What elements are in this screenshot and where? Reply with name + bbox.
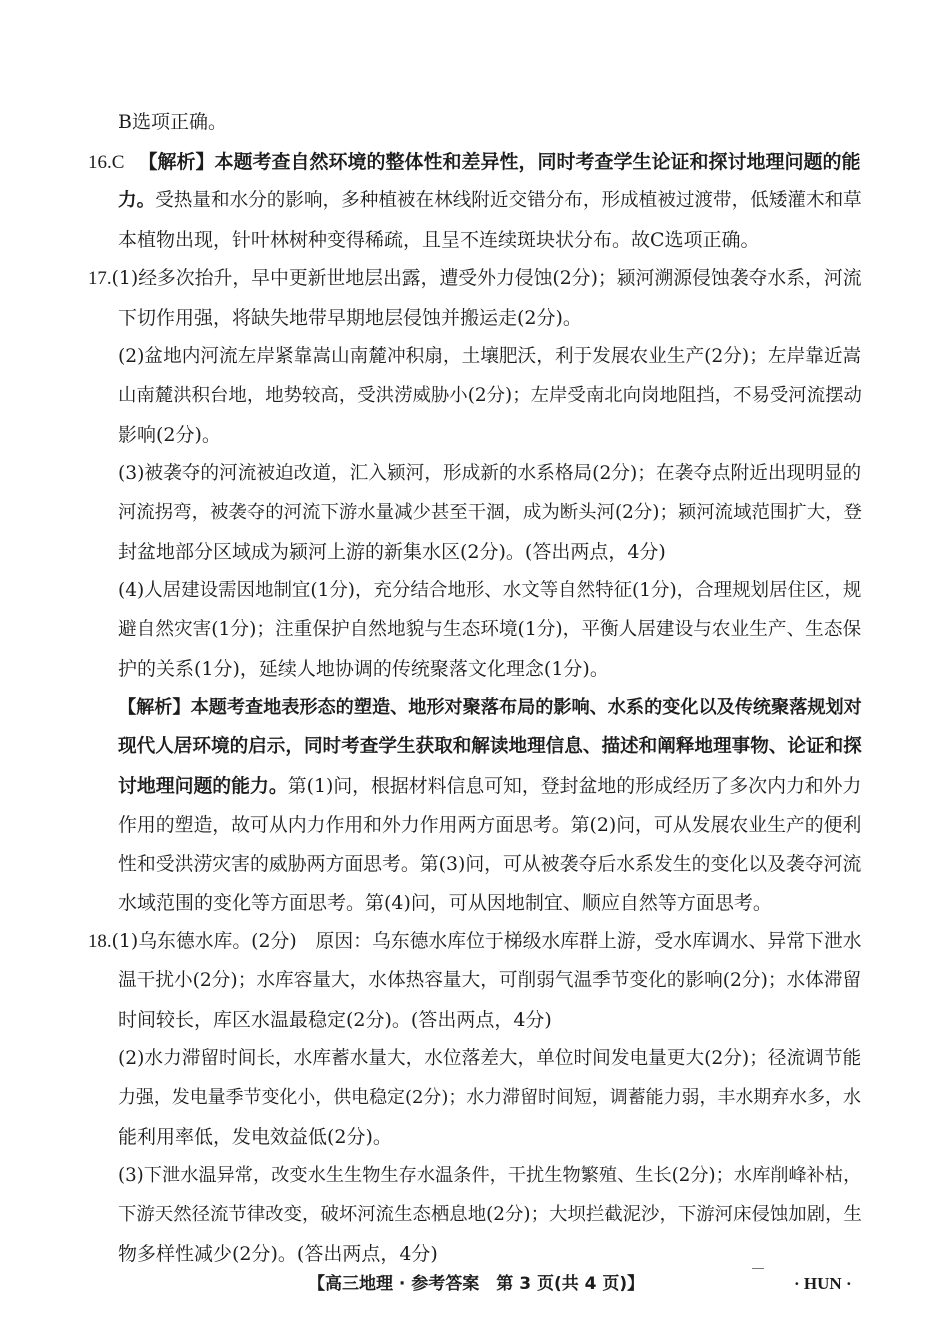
q16-answer: C — [111, 152, 125, 173]
q18-line-3: 时间较长，库区水温最稳定(2分)。(答出两点，4分) — [118, 1009, 552, 1031]
footer-divider — [752, 1268, 764, 1269]
footer-page-info: 【高三地理 · 参考答案 第 3 页(共 4 页)】 — [308, 1274, 645, 1294]
q18-line-8: 下游天然径流节律改变，破坏河流生态栖息地(2分)；大坝拦截泥沙，下游河床侵蚀加剧，生 — [118, 1204, 862, 1225]
q16-analysis-tag: 【解析】 — [138, 151, 215, 173]
q17-line-9: (4)人居建设需因地制宜(1分)，充分结合地形、水文等自然特征(1分)，合理规划居住区，规 — [118, 580, 862, 601]
q17-line-4: 山南麓洪积台地，地势较高，受洪涝威胁小(2分)；左岸受南北向岗地阻挡，不易受河流摆动 — [118, 385, 862, 406]
q16-line-1 — [88, 151, 861, 174]
q17-analysis-line-5: 性和受洪涝灾害的威胁两方面思考。第(3)问，可从被袭夺后水系发生的变化以及袭夺河流 — [118, 853, 862, 875]
q17-number: 17. — [88, 268, 112, 289]
q18-line-9: 物多样性减少(2分)。(答出两点，4分) — [118, 1243, 438, 1265]
q17-line-6: (3)被袭夺的河流被迫改道，汇入颍河，形成新的水系格局(2分)；在袭夺点附近出现明显的 — [118, 463, 862, 484]
q17-line-2: 下切作用强，将缺失地带早期地层侵蚀并搬运走(2分)。 — [118, 307, 582, 329]
footer-region-code: · HUN · — [794, 1274, 852, 1293]
q15-continuation: B选项正确。 — [118, 111, 227, 133]
q17-analysis-tag: 【解析】 — [118, 697, 191, 718]
q18-line-2: 温干扰小(2分)；水库容量大，水体热容量大，可削弱气温季节变化的影响(2分)；水体滞留 — [118, 970, 862, 991]
q16-line-2: 力。受热量和水分的影响，多种植被在林线附近交错分布，形成植被过渡带，低矮灌木和草 — [118, 190, 862, 211]
q17-line-8: 封盆地部分区域成为颍河上游的新集水区(2分)。(答出两点，4分) — [118, 541, 666, 563]
q17-analysis-line-2: 现代人居环境的启示，同时考查学生获取和解读地理信息、描述和阐释地理事物、论证和探 — [118, 736, 862, 757]
q18-line-6: 能利用率低，发电效益低(2分)。 — [118, 1126, 392, 1148]
q17-line-11: 护的关系(1分)，延续人地协调的传统聚落文化理念(1分)。 — [118, 658, 609, 680]
q17-line-1: 17.(1)经多次抬升，早中更新世地层出露，遭受外力侵蚀(2分)；颍河溯源侵蚀袭夺水系，河流 — [88, 268, 862, 289]
q18-line-4: (2)水力滞留时间长，水库蓄水量大，水位落差大，单位时间发电量更大(2分)；径流调节能 — [118, 1048, 862, 1069]
q17-line-3: (2)盆地内河流左岸紧靠嵩山南麓冲积扇，土壤肥沃，利于发展农业生产(2分)；左岸靠近嵩 — [118, 346, 862, 367]
q17-line-7: 河流拐弯，被袭夺的河流下游水量减少甚至干涸，成为断头河(2分)；颍河流域范围扩大，登 — [118, 502, 862, 523]
q17-line-5: 影响(2分)。 — [118, 424, 221, 446]
q17-analysis-line-4: 作用的塑造，故可从内力作用和外力作用两方面思考。第(2)问，可从发展农业生产的便利 — [118, 814, 862, 836]
q17-analysis-line-3: 讨地理问题的能力。第(1)问，根据材料信息可知，登封盆地的形成经历了多次内力和外力 — [118, 775, 862, 797]
q18-line-1: 18.(1)乌东德水库。(2分) 原因：乌东德水库位于梯级水库群上游，受水库调水、异常下泄水 — [88, 931, 862, 952]
q16-line-3: 本植物出现，针叶林树种变得稀疏，且呈不连续斑块状分布。故C选项正确。 — [118, 229, 760, 251]
q18-number: 18. — [88, 931, 112, 952]
q17-analysis-line-6: 水域范围的变化等方面思考。第(4)问，可从因地制宜、顺应自然等方面思考。 — [118, 892, 772, 914]
q18-line-7: (3)下泄水温异常，改变水生生物生存水温条件，干扰生物繁殖、生长(2分)；水库削峰补枯， — [118, 1165, 862, 1186]
q17-line-10: 避自然灾害(1分)；注重保护自然地貌与生态环境(1分)，平衡人居建设与农业生产、生态保 — [118, 619, 862, 640]
q18-line-5: 力强，发电量季节变化小，供电稳定(2分)；水力滞留时间短，调蓄能力弱，丰水期弃水多，水 — [118, 1087, 861, 1108]
q16-number: 16. — [88, 152, 112, 173]
q17-analysis-line-1: 【解析】本题考查地表形态的塑造、地形对聚落布局的影响、水系的变化以及传统聚落规划对 — [118, 697, 862, 718]
q16-analysis-bold: 本题考查自然环境的整体性和差异性，同时考查学生论证和探讨地理问题的能 — [214, 151, 861, 173]
